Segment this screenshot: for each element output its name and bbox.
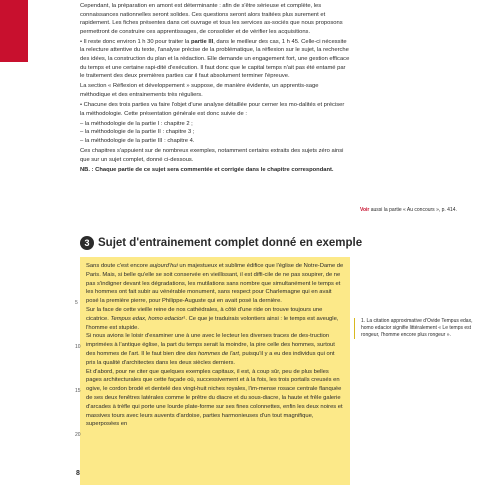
line-number: 5 xyxy=(75,300,78,306)
excerpt-text xyxy=(86,262,344,429)
paragraph: La section « Réflexion et développement » suppose, de manière évidente, un apprentis-sage méthodique et des entrainements très réguliers. xyxy=(80,83,319,98)
line-number: 10 xyxy=(75,344,81,350)
excerpt-paragraph: Si nous avions le loisir d'examiner une à une avec le lecteur les diverses traces de des-truction imprimées à l'antique église, la part du temps serait la moindre, la pire celle des hommes, surtout des hommes de l'art. Il le faut bien dire des hommes de l'art, puisqu'il y a eu des individus qui ont pris la qualité d'architectes dans les deux siècles derniers. xyxy=(86,333,335,366)
section-title: Sujet d'entrainement complet donné en exemple xyxy=(98,237,363,249)
line-number: 20 xyxy=(75,432,81,438)
paragraph: Cependant, la préparation en amont est déterminante : afin de s'être sérieuse et complète, les connaissances nationnelles seront solides. Ces questions seront alors traitées plus surement et rapidement. Les fiches présentes dans cet ouvrage et tous les services as-sociés que nous proposons permettront de construire ces apprentissages, de consolider et de vérifier les acquisitions. xyxy=(80,3,343,35)
page-accent-bar xyxy=(0,0,28,62)
section-heading xyxy=(80,236,363,250)
nb-note: NB. : Chaque partie de ce sujet sera commentée et corrigée dans le chapitre correspondant. xyxy=(80,167,334,174)
section-number-badge: 3 xyxy=(80,236,94,250)
page-number: 8 xyxy=(76,470,80,477)
paragraph: Ces chapitres s'appuient sur de nombreux exemples, notamment certains extraits des sujets zéro ainsi que sur un sujet complet, donné ci-dessous. xyxy=(80,148,344,163)
list-item: – la méthodologie de la partie III : chapitre 4. xyxy=(80,137,195,144)
excerpt-paragraph: Sur la face de cette vieille reine de nos cathédrales, à côté d'une ride on trouve toujours une cicatrice. Tempus edax, homo edacior¹. Ce que je traduirais volontiers ainsi : le temps est aveugle, l'homme est stupide. xyxy=(86,306,339,331)
list-item: – la méthodologie de la partie I : chapitre 2 ; xyxy=(80,120,193,127)
line-number: 15 xyxy=(75,388,81,394)
excerpt-paragraph: Sans doute c'est encore aujourd'hui un majestueux et sublime édifice que l'église de Notre-Dame de Paris. Mais, si belle qu'elle se soit conservée en vieillissant, il est diffi-cile de ne pas soupirer, de ne pas s'indigner devant les dégradations, les mutilations sans nombre que simultanément le temps et les hommes ont fait subir au vénérable monument, sans respect pour Charlemagne qui en avait posé la première pierre, pour Philippe-Auguste qui en avait posé la dernière. xyxy=(86,263,344,305)
paragraph: • Chacune des trois parties va faire l'objet d'une analyse détaillée pour cerner les mo-dalités et préciser la méthodologie. Cette présentation générale est donc suivie de : xyxy=(80,102,345,117)
cross-reference-note: Voir aussi la partie « Au concours », p. 414. xyxy=(360,207,457,213)
footnote: 1. La citation approximative d'Ovide Tempus edax, homo edacior signifie littéralement « Le temps est rongeur, l'homme encore plus rongeur ». xyxy=(354,318,473,339)
main-text-column xyxy=(80,0,350,181)
paragraph: • Il reste donc environ 1 h 30 pour traiter la partie III, dans le meilleur des cas, 1 h 45. Celle-ci nécessite la relecture attentive du texte, l'analyse précise de la problématique, la réflexion sur le sujet, la recherche des idées, la construction du plan et la rédaction. Elle demande un engagement fort, une gestion efficace du temps et une certaine rapi-dité d'exécution. Il faut donc que le capital temps n'ait pas été entamé par le traitement des deux premières parties car il faut absolument terminer l'épreuve. xyxy=(80,38,350,80)
excerpt-paragraph: Et d'abord, pour ne citer que quelques exemples capitaux, il est, à coup sûr, peu de plus belles pages architecturales que cette façade où, successivement et à la fois, les trois portails creusés en ogive, le cordon brodé et dentelé des vingt-huit niches royales, l'im-mense rosace centrale flanquée de ses deux fenêtres latérales comme le prêtre du diacre et du sous-diacre, la haute et frêle galerie d'arcades à trèfle qui porte une lourde plate-forme sur ses fines colonnettes, enfin les deux noires et massives tours avec leurs auvents d'ardoise, parties harmonieuses d'un tout magnifique, superposées en xyxy=(86,368,343,428)
list-item: – la méthodologie de la partie II : chapitre 3 ; xyxy=(80,129,195,136)
method-list xyxy=(80,120,350,146)
